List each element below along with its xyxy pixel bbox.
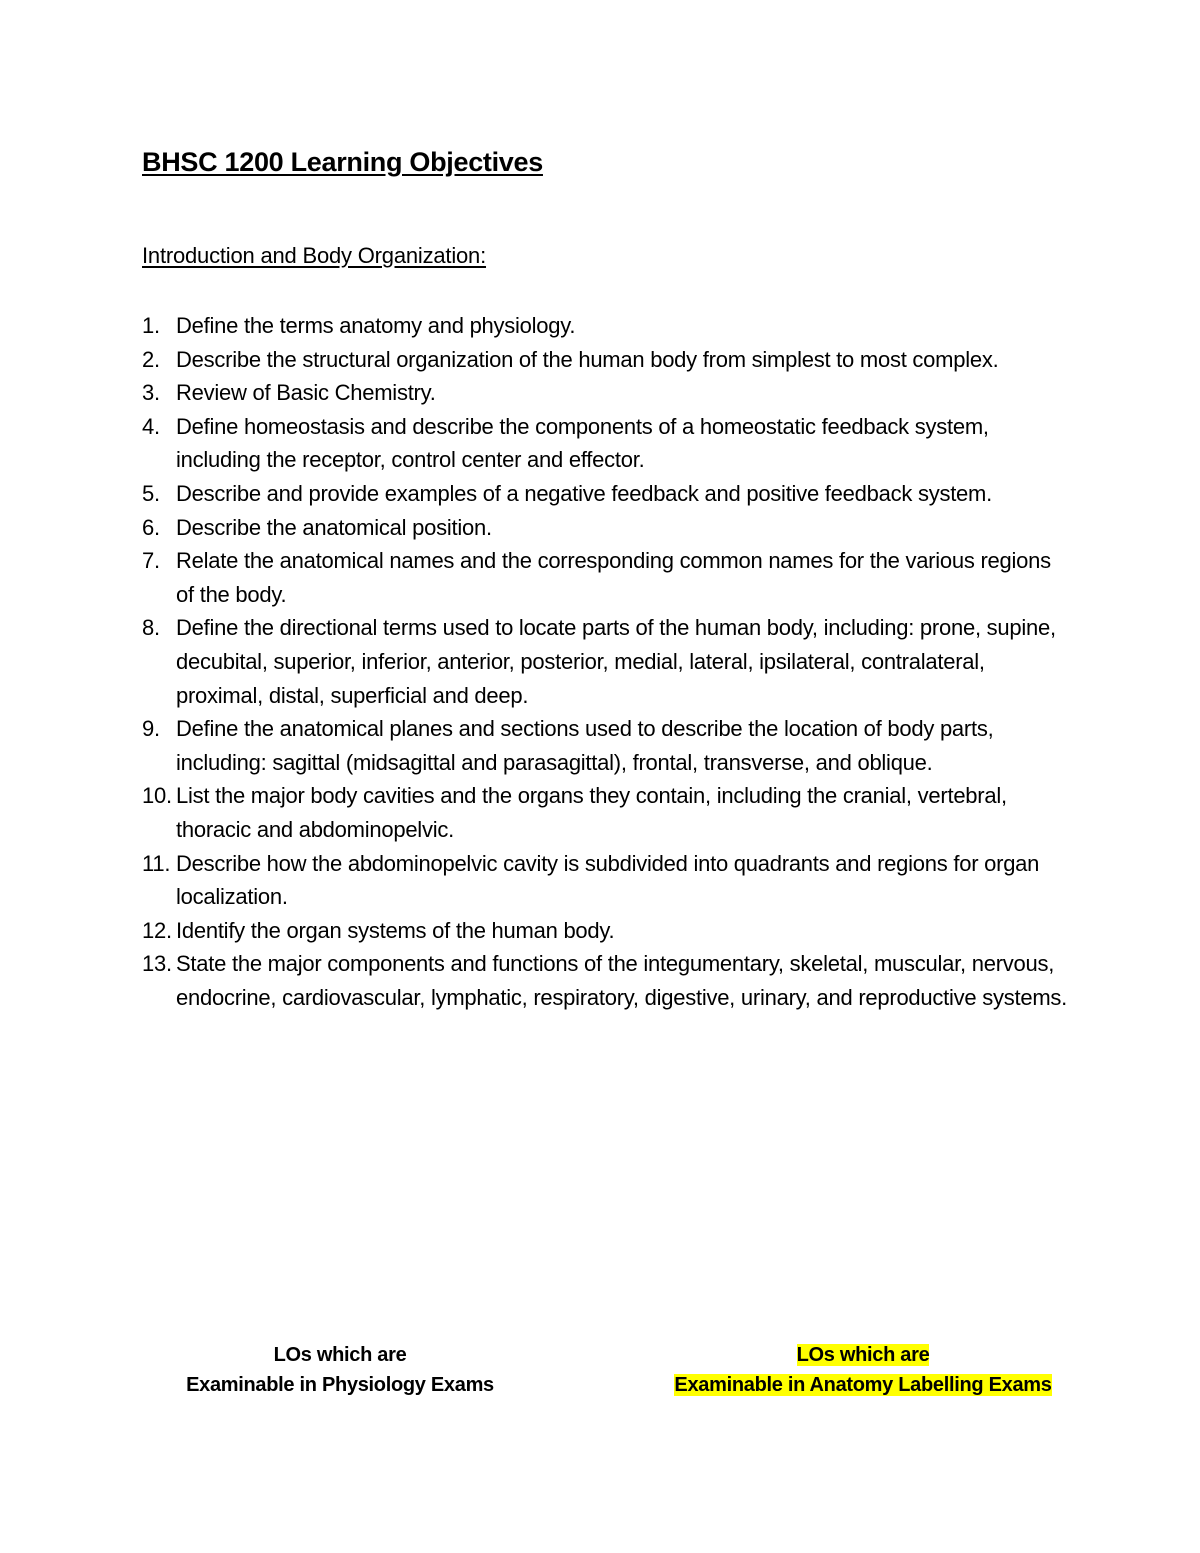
objective-text: State the major components and functions of the integumentary, skeletal, muscular, nervous, endocrine, cardiovascular, lymphatic, respiratory, digestive, urinary, and reproductive systems. [176, 951, 1068, 1010]
list-item [142, 376, 1072, 410]
objective-text: Describe and provide examples of a negative feedback and positive feedback system. [176, 480, 992, 506]
legend-anatomy-line2: Examinable in Anatomy Labelling Exams [674, 1374, 1052, 1396]
objective-number: 9. [142, 716, 160, 742]
objective-text: Describe how the abdominopelvic cavity is subdivided into quadrants and regions for organ localization. [176, 850, 1040, 910]
legend-physiology [120, 1340, 560, 1400]
objective-number: 13. [142, 951, 172, 977]
section-heading: Introduction and Body Organization: [142, 243, 487, 268]
list-item [142, 410, 1072, 477]
list-item [142, 947, 1072, 1014]
objective-number: 1. [142, 313, 160, 338]
list-item [142, 779, 1072, 846]
objective-number: 10. [142, 783, 172, 809]
legend-physiology-line2: Examinable in Physiology Exams [186, 1374, 494, 1396]
objectives-list [142, 309, 1072, 1014]
objective-number: 5. [142, 480, 160, 506]
objective-text: Relate the anatomical names and the corresponding common names for the various regions of the body. [176, 548, 1051, 607]
legend-physiology-line1: LOs which are [273, 1344, 407, 1366]
objective-text: Describe the anatomical position. [176, 514, 492, 540]
objective-text: Define the directional terms used to locate parts of the human body, including: prone, supine, decubital, superior, inferior, anterior, posterior, medial, lateral, ipsilateral, contralateral, proximal, distal, superficial and deep. [176, 615, 1056, 708]
legend-anatomy [643, 1340, 1083, 1400]
objective-text: Identify the organ systems of the human body. [176, 917, 615, 943]
objective-number: 3. [142, 380, 160, 406]
objective-text: List the major body cavities and the organs they contain, including the cranial, vertebral, thoracic and abdominopelvic. [176, 783, 1007, 842]
list-item [142, 309, 1072, 343]
objective-number: 7. [142, 548, 160, 574]
objective-text: Review of Basic Chemistry. [176, 380, 436, 406]
legend-anatomy-line1: LOs which are [796, 1344, 930, 1366]
objective-text: Define homeostasis and describe the components of a homeostatic feedback system, including the receptor, control center and effector. [176, 413, 989, 473]
list-item [142, 511, 1072, 545]
objective-number: 2. [142, 346, 160, 372]
objective-number: 6. [142, 514, 160, 540]
list-item [142, 544, 1072, 611]
list-item [142, 914, 1072, 948]
page-title: BHSC 1200 Learning Objectives [142, 147, 543, 177]
list-item [142, 712, 1072, 779]
objective-text: Define the terms anatomy and physiology. [176, 313, 576, 338]
objective-number: 12. [142, 917, 172, 943]
objective-number: 8. [142, 615, 160, 641]
list-item [142, 847, 1072, 914]
list-item [142, 343, 1072, 377]
objective-number: 4. [142, 413, 160, 439]
list-item [142, 477, 1072, 511]
objective-text: Define the anatomical planes and sections used to describe the location of body parts, including: sagittal (midsagittal and parasagittal), frontal, transverse, and oblique. [176, 716, 994, 775]
list-item [142, 611, 1072, 712]
objective-text: Describe the structural organization of the human body from simplest to most complex. [176, 346, 999, 372]
objective-number: 11. [142, 850, 171, 876]
